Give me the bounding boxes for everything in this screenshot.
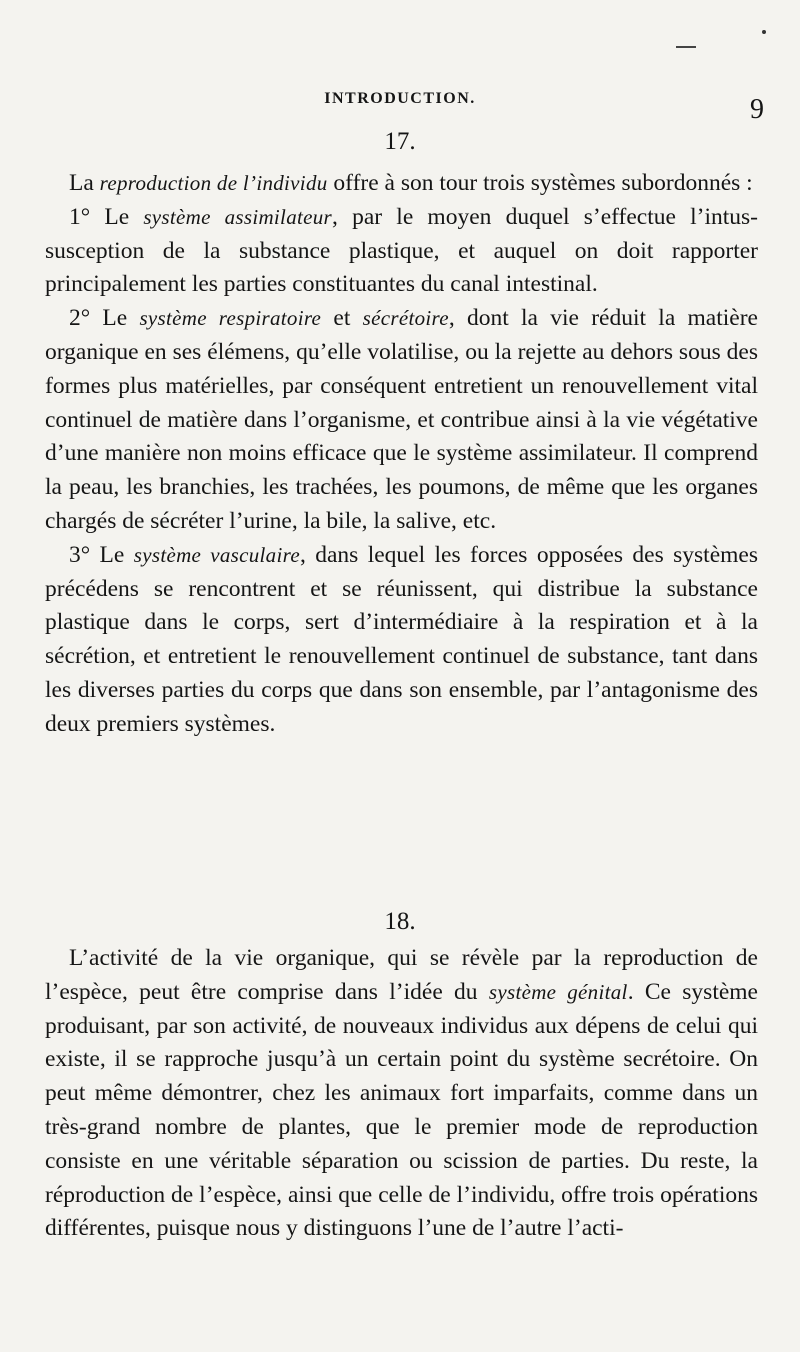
italic-term: système vasculaire: [133, 542, 300, 567]
section-17-body: [45, 167, 758, 742]
text-run: La: [69, 170, 100, 196]
text-run: offre à son tour trois systèmes subordonnés :: [327, 170, 753, 196]
ink-speck: [762, 30, 766, 34]
italic-term: système assimilateur: [143, 204, 333, 229]
paragraph: [45, 167, 758, 201]
paragraph: [45, 201, 758, 302]
paragraph: [45, 539, 758, 742]
text-run: , dont la vie réduit la matière organique en ses élémens, qu’elle volatilise, ou la rejette au dehors sous des formes plus matérielles, par conséquent entretient un renouvellement vital continuel de matière dans l’organisme, et contribue ainsi à la vie végétative d’une manière non moins efficace que le système assimilateur. Il comprend la peau, les branchies, les trachées, les poumons, de même que les organes chargés de sécréter l’urine, la bile, la salive, etc.: [45, 305, 758, 534]
text-run: L’activité de la vie organique, qui se révèle par la reproduction de l’espèce, peut être comprise dans l’idée du: [45, 945, 758, 1005]
italic-term: système respiratoire: [139, 306, 322, 331]
text-run: , dans lequel les forces opposées des systèmes précédens se rencontrent et se réunissent, qui distribue la substance plastique dans le corps, sert d’intermédiaire à la respiration et à la sécrétion, et entretient le renouvellement continuel de substance, tant dans les diverses parties du corps que dans son ensemble, par l’antagonisme des deux premiers systèmes.: [45, 541, 758, 737]
section-18-body: [45, 942, 758, 1246]
section-number-18: 18.: [384, 908, 416, 935]
paragraph: [45, 302, 758, 539]
text-run: 2° Le: [69, 305, 140, 332]
italic-term: reproduction de l’individu: [99, 171, 328, 195]
text-run: 1° Le: [69, 203, 144, 230]
text-run: . Ce système produisant, par son activité, de nouveaux individus aux dépens de celui qui existe, il se rapproche jusqu’à un certain point du système secrétoire. On peut même démontrer, chez les animaux fort imparfaits, comme dans un très-grand nombre de plantes, que le premier mode de reproduction consiste en une véritable séparation ou scission de parties. Du reste, la réproduction de l’espèce, ainsi que celle de l’individu, offre trois opérations différentes, puisque nous y distinguons l’une de l’autre l’acti-: [45, 978, 758, 1242]
italic-term: sécrétoire: [362, 306, 449, 331]
paragraph: [45, 942, 758, 1246]
text-run: 3° Le: [69, 541, 134, 568]
text-run: et: [321, 305, 363, 332]
running-header: INTRODUCTION.: [324, 90, 476, 107]
ink-dash: [676, 46, 696, 48]
section-number-17: 17.: [384, 128, 416, 155]
text-run: , par le moyen duquel s’effectue l’intus-susception de la substance plastique, et auquel on doit rapporter principalement les parties constituantes du canal intestinal.: [45, 203, 758, 298]
page-number: 9: [750, 94, 764, 125]
italic-term: système génital: [488, 979, 628, 1004]
